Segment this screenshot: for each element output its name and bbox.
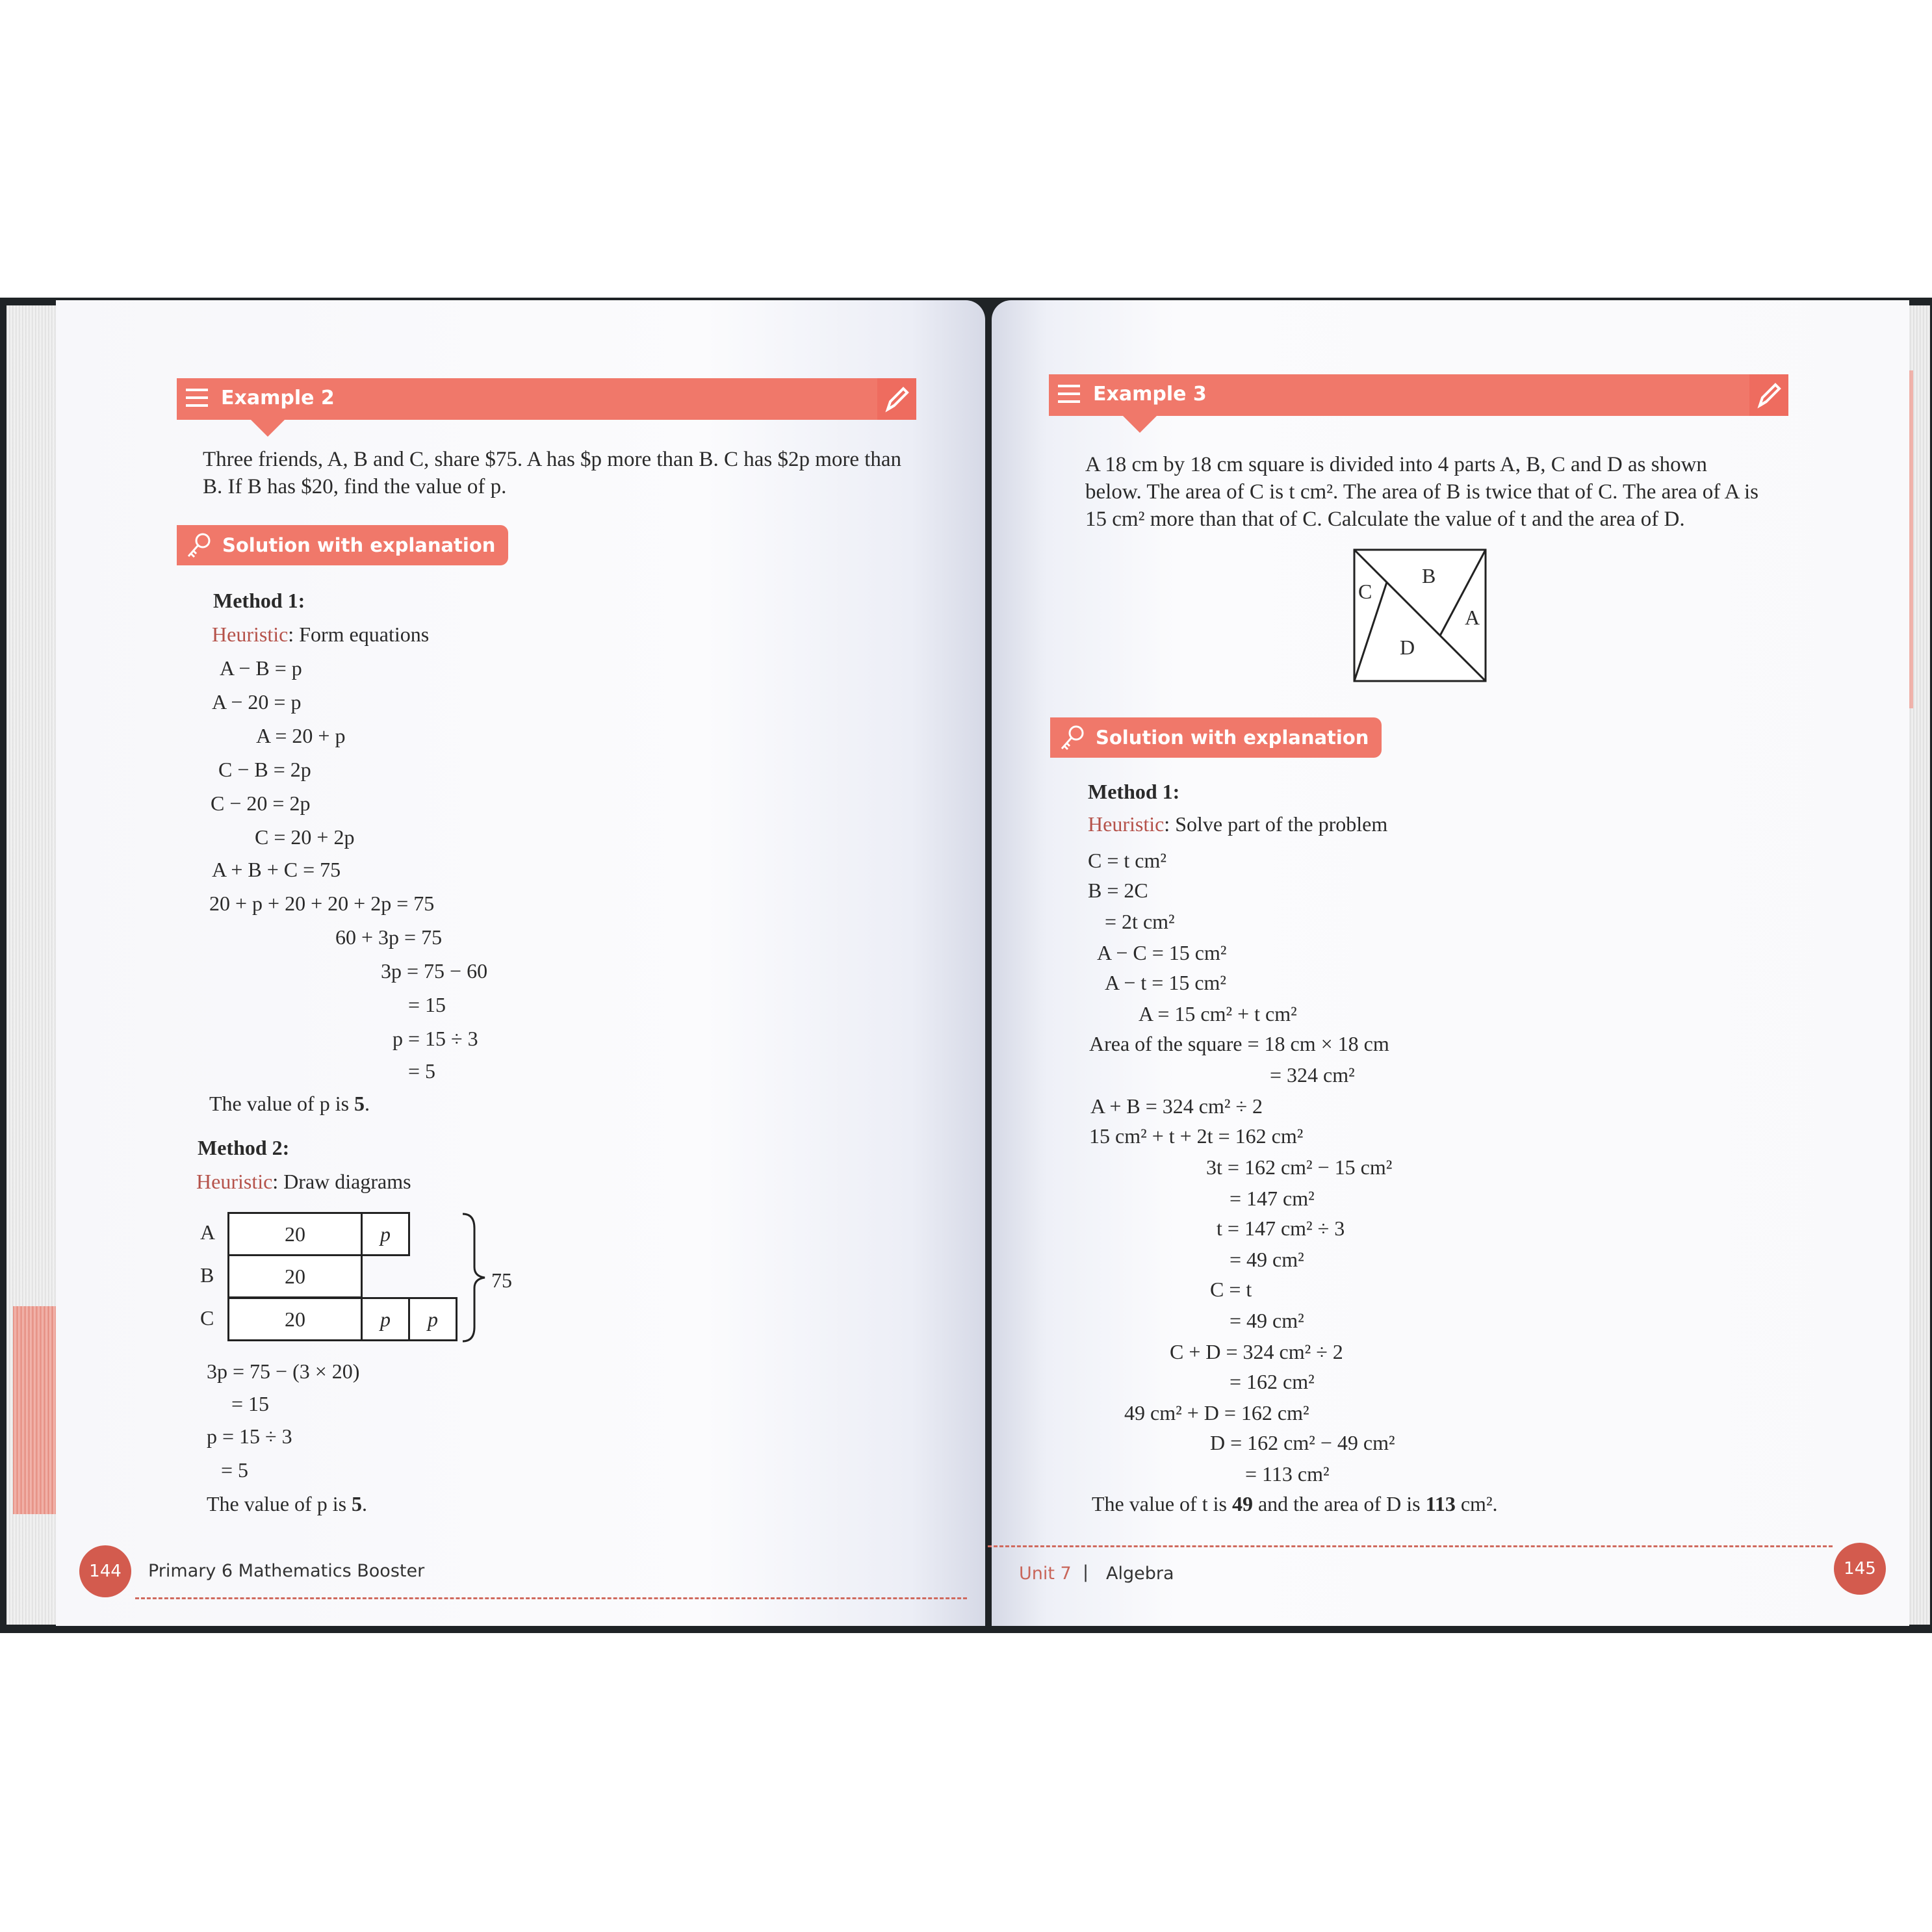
problem-text: A 18 cm by 18 cm square is divided into 4 parts A, B, C and D as shown below. The area of C is t cm². The area of B is twice that of C. The area of A is 15 cm² more than that of C. Calculate the value of t and the area of D. bbox=[1085, 453, 1758, 531]
example-3-banner bbox=[1049, 374, 1788, 416]
equation-line: 3p = 75 − 60 bbox=[381, 959, 488, 983]
equation-line: = 49 cm² bbox=[1230, 1248, 1304, 1271]
solution-title: Solution with explanation bbox=[222, 534, 496, 556]
equation-line: A − t = 15 cm² bbox=[1105, 971, 1227, 994]
example-title: Example 3 bbox=[1093, 383, 1207, 406]
answer-mid: and the area of D is bbox=[1252, 1492, 1426, 1515]
key-icon bbox=[1057, 723, 1088, 754]
footer-topic: Algebra bbox=[1106, 1564, 1174, 1584]
equation-line: A + B = 324 cm² ÷ 2 bbox=[1090, 1094, 1263, 1118]
bar-segment-p: p bbox=[408, 1297, 457, 1341]
diagram-label-b: B bbox=[1422, 564, 1436, 587]
answer-suffix: . bbox=[365, 1092, 370, 1115]
answer-suffix: cm². bbox=[1455, 1492, 1498, 1515]
menu-icon bbox=[186, 389, 208, 408]
bar-label-c: C bbox=[200, 1306, 214, 1330]
footer-book-title: Primary 6 Mathematics Booster bbox=[148, 1561, 425, 1581]
method-2-title: Method 2: bbox=[198, 1136, 290, 1159]
equation-line: 49 cm² + D = 162 cm² bbox=[1124, 1401, 1309, 1424]
footer-unit: Unit 7 bbox=[1019, 1564, 1072, 1584]
equation-line: C + D = 324 cm² ÷ 2 bbox=[1170, 1340, 1343, 1363]
bar-segment-p: p bbox=[361, 1297, 410, 1341]
equation-line: C = t cm² bbox=[1088, 849, 1166, 872]
equation-line: C − 20 = 2p bbox=[211, 792, 311, 815]
equation-line: C − B = 2p bbox=[218, 758, 311, 781]
pencil-icon bbox=[1749, 374, 1788, 416]
equation-line: 15 cm² + t + 2t = 162 cm² bbox=[1089, 1124, 1304, 1148]
bar-label-a: A bbox=[200, 1220, 216, 1244]
answer-prefix: The value of t is bbox=[1092, 1492, 1232, 1515]
equation-line: = 2t cm² bbox=[1105, 910, 1175, 933]
equation-line: t = 147 cm² ÷ 3 bbox=[1217, 1217, 1345, 1240]
footer-divider bbox=[988, 1545, 1833, 1547]
equation-line: A = 20 + p bbox=[256, 724, 346, 747]
equation-line: B = 2C bbox=[1088, 879, 1148, 902]
equation-line: = 162 cm² bbox=[1230, 1370, 1315, 1393]
bar-segment-20: 20 bbox=[227, 1254, 363, 1298]
equation-line: A − 20 = p bbox=[212, 690, 302, 714]
equation-line: p = 15 ÷ 3 bbox=[207, 1424, 292, 1448]
final-answer bbox=[1092, 1491, 1498, 1517]
equation-line: = 15 bbox=[408, 993, 446, 1016]
key-icon bbox=[183, 530, 214, 561]
method-1-title: Method 1: bbox=[1088, 780, 1180, 803]
equation-line: Area of the square = 18 cm × 18 cm bbox=[1089, 1032, 1389, 1055]
example-title: Example 2 bbox=[221, 387, 335, 409]
answer-d-value: 113 bbox=[1425, 1492, 1456, 1515]
equation-line: = 5 bbox=[221, 1458, 249, 1482]
answer-prefix: The value of p is bbox=[207, 1492, 352, 1515]
equation-line: A − C = 15 cm² bbox=[1097, 941, 1227, 964]
answer-value: 5 bbox=[352, 1492, 363, 1515]
bar-segment-p: p bbox=[361, 1212, 410, 1256]
solution-title: Solution with explanation bbox=[1096, 727, 1369, 749]
equation-line: A + B + C = 75 bbox=[212, 858, 341, 881]
method-1-title: Method 1: bbox=[213, 589, 305, 612]
diagram-label-d: D bbox=[1400, 636, 1415, 659]
heuristic-text: : Form equations bbox=[288, 623, 430, 646]
bar-label-b: B bbox=[200, 1263, 214, 1287]
equation-line: D = 162 cm² − 49 cm² bbox=[1210, 1431, 1395, 1454]
bar-total: 75 bbox=[491, 1269, 512, 1292]
equation-line: = 147 cm² bbox=[1230, 1187, 1315, 1210]
equation-line: = 49 cm² bbox=[1230, 1309, 1304, 1332]
equation-line: = 324 cm² bbox=[1270, 1063, 1355, 1087]
problem-text: Three friends, A, B and C, share $75. A has $p more than B. C has $2p more than B. If B has $20, find the value of p. bbox=[203, 448, 902, 498]
left-page-edges bbox=[6, 305, 58, 1625]
page-number-144: 144 bbox=[79, 1545, 131, 1597]
footer-divider bbox=[135, 1597, 967, 1599]
equation-line: 3p = 75 − (3 × 20) bbox=[207, 1359, 360, 1383]
equation-line: 20 + p + 20 + 20 + 2p = 75 bbox=[209, 892, 435, 915]
equation-line: C = 20 + 2p bbox=[255, 825, 355, 849]
equation-line: = 113 cm² bbox=[1245, 1462, 1330, 1486]
equation-line: A − B = p bbox=[220, 656, 302, 680]
solution-banner bbox=[1050, 717, 1382, 758]
equation-line: 60 + 3p = 75 bbox=[335, 925, 443, 949]
footer-separator: | bbox=[1083, 1562, 1089, 1582]
method-1-answer bbox=[209, 1090, 370, 1116]
diagram-label-c: C bbox=[1358, 580, 1372, 603]
heuristic-text: : Draw diagrams bbox=[272, 1170, 411, 1193]
answer-value: 5 bbox=[354, 1092, 365, 1115]
heuristic-text: : Solve part of the problem bbox=[1164, 812, 1388, 836]
method-1-heuristic bbox=[1088, 811, 1387, 837]
heuristic-label: Heuristic bbox=[212, 623, 289, 646]
solution-banner bbox=[177, 525, 508, 565]
heuristic-label: Heuristic bbox=[196, 1170, 273, 1193]
pencil-icon bbox=[877, 378, 916, 420]
method-1-heuristic bbox=[212, 621, 429, 647]
answer-prefix: The value of p is bbox=[209, 1092, 355, 1115]
bar-segment-20: 20 bbox=[227, 1212, 363, 1256]
answer-t-value: 49 bbox=[1231, 1492, 1253, 1515]
bar-segment-20: 20 bbox=[227, 1297, 363, 1341]
method-2-answer bbox=[207, 1491, 367, 1517]
method-2-heuristic bbox=[196, 1168, 411, 1194]
page-number-145: 145 bbox=[1834, 1543, 1886, 1595]
diagram-label-a: A bbox=[1465, 606, 1480, 629]
menu-icon bbox=[1058, 385, 1080, 404]
equation-line: = 15 bbox=[231, 1392, 270, 1415]
heuristic-label: Heuristic bbox=[1088, 812, 1165, 836]
equation-line: A = 15 cm² + t cm² bbox=[1139, 1002, 1297, 1025]
equation-line: C = t bbox=[1210, 1278, 1252, 1301]
equation-line: = 5 bbox=[408, 1059, 436, 1083]
answer-suffix: . bbox=[362, 1492, 368, 1515]
equation-line: 3t = 162 cm² − 15 cm² bbox=[1206, 1155, 1393, 1179]
example-2-banner bbox=[177, 378, 916, 420]
equation-line: p = 15 ÷ 3 bbox=[393, 1027, 478, 1050]
